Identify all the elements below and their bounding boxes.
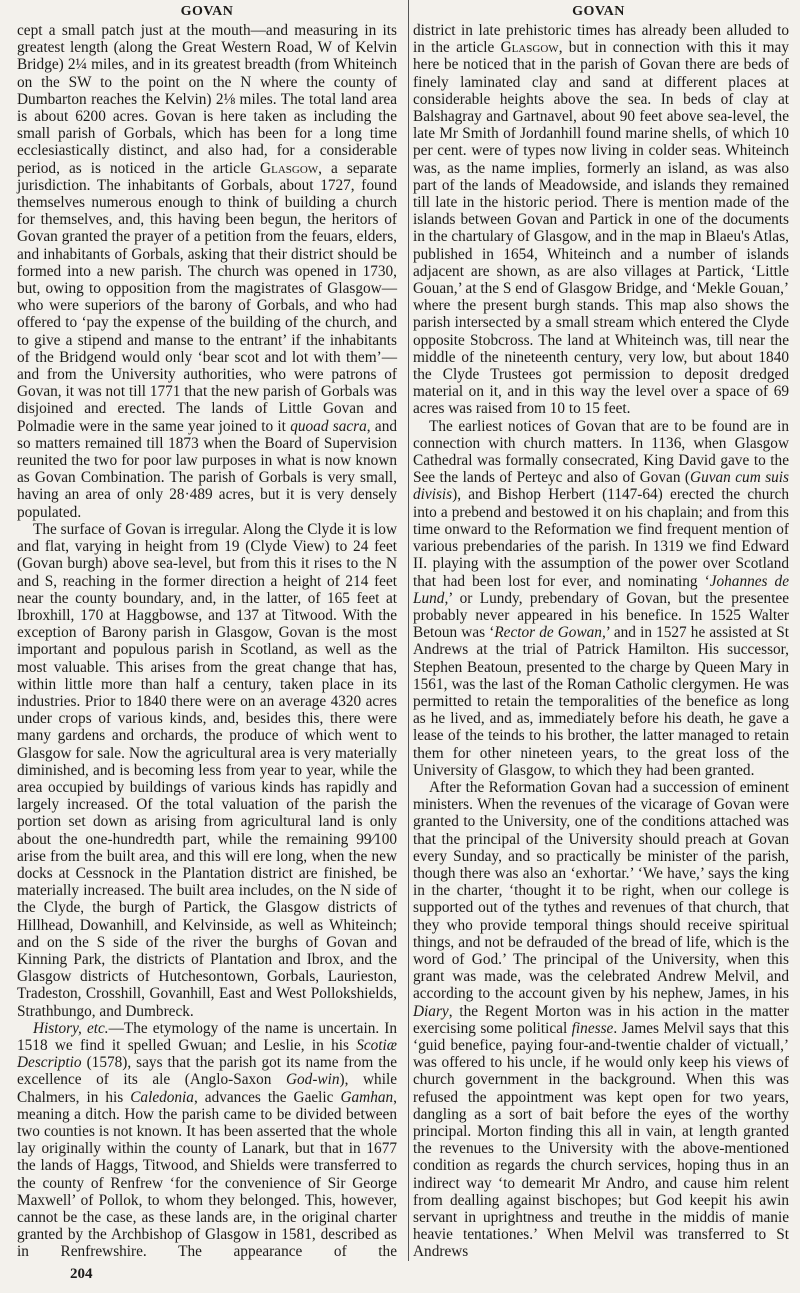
text-run: arise from the built area, and this will ere long, when the new docks at Cessnock in the Plantation district are finished, be materially increased. The built area includes, on the N side of the Clyde, the burgh of Partick, the Glasgow districts of Hillhead, Dowanhill, and Kelvinside, as well as Whiteinch; and on the S side of the river the burghs of Govan and Kinning Park, the districts of Plantation and Ibrox, and the Glasgow districts of Hutchesontown, Gorbals, Laurieston, Tradeston, Crosshill, Govanhill, East and West Pollokshields, Strathbungo, and Dumbreck.	[17, 847, 397, 1020]
italic-text: History, etc.	[33, 1019, 109, 1037]
italic-text: Johannes de Lund,	[413, 572, 789, 607]
fraction-den: ⁄ 100	[371, 831, 397, 848]
paragraph	[413, 22, 789, 418]
fraction-num: 99	[356, 830, 372, 848]
paragraph	[17, 22, 397, 521]
small-caps-text: Glasgow	[500, 39, 559, 57]
text-run: , but in connection with this it may here be noticed that in the parish of Govan there are beds of finely laminated clay and sand at different places at considerable heights above the sea. In beds of clay at Balshagray and Gartnavel, about 90 feet above sea-level, the late Mr Smith of Jordanhill found marine shells, of which 10 per cent. were of types now living in colder seas. Whiteinch was, as the name implies, formerly an island, as was also part of the lands of Meadowside, and islands they remained till late in the historic period. There is mention made of the islands between Govan and Partick in one of the documents in the chartulary of Glasgow, and in the map in Blaeu's Atlas, published in 1654, Whiteinch and a number of islands adjacent are shown, as are also villages at Partick, ‘Little Gouan,’ at the S end of Glasgow Bridge, and ‘Mekle Gouan,’ where the present burgh stands. This map also shows the parish intersected by a small stream which entered the Clyde opposite Stobcross. The land at Whiteinch was, till near the middle of the nineteenth century, very low, but about 1840 the Clyde Trustees got permission to deposit dredged material on it, and in this way the level over a space of 69 acres was raised from 10 to 15 feet.	[413, 39, 789, 418]
paragraph	[413, 779, 789, 1261]
text-run: cept a small patch just at the mouth—and measuring in its greatest length (along the Great Western Road, W of Kelvin Bridge) 2¼ miles, and in its greatest breadth (from Whiteinch on the SW to the point on the N where the county of Dumbarton reaches the Kelvin) 2⅛ miles. The total land area is about 6200 acres. Govan is here taken as including the small parish of Gorbals, which has been for a long time ecclesiastically distinct, and also had, for a considerable period, as is noticed in the article	[17, 22, 397, 177]
right-column-text	[409, 22, 789, 1261]
text-run: The earliest notices of Govan that are to be found are in connection with church matters. In 1136, when Glasgow Cathedral was formally consecrated, King David gave to the See the lands of Perteyc and also of Govan (	[413, 417, 789, 487]
text-run: , meaning a ditch. How the parish came to be divided between two counties is not known. It has been asserted that the whole lay originally within the county of Lanark, but that in 1677 the lands of Haggs, Titwood, and Shields were transferred to the county of Renfrew ‘for the convenience of Sir George Maxwell’ of Pollok, to whom they belonged. This, however, cannot be the case, as these lands are, in the original charter granted by the Archbishop of Glasgow in 1581, described as in Renfrewshire. The appearance of the	[17, 1088, 397, 1261]
italic-text: Guvan cum suis divisis	[413, 469, 789, 504]
text-run: district in late prehistoric times has already been alluded to in the article	[413, 22, 789, 57]
paragraph	[413, 418, 789, 779]
italic-text: Caledonia	[130, 1088, 194, 1106]
left-column	[17, 0, 397, 1283]
italic-text: Scotiæ Descriptio	[17, 1036, 397, 1072]
page-number: 204	[70, 1265, 93, 1282]
italic-text: Gamhan	[340, 1088, 394, 1106]
left-column-text	[17, 22, 397, 1261]
text-run: , a separate jurisdiction. The inhabitants of Gorbals, about 1727, found themselves numerous enough to think of building a church for themselves, and, this having been begun, the heritors of Govan granted the prayer of a petition from the feuars, elders, and inhabitants of Gorbals, asking that their district should be formed into a new parish. The church was opened in 1730, but, owing to opposition from the magistrates of Glasgow—who were superiors of the barony of Gorbals, and who had offered to ‘pay the expense of the building of the church, and to give a stipend and manse to the entrant’ if the inhabitants of the Bridgend would only ‘bear scot and lot with them’—and from the University authorities, who were patrons of Govan, it was not till 1771 that the new parish of Gorbals was disjoined and erected. The lands of Little Govan and Polmadie were in the same year joined to it	[17, 159, 397, 435]
text-run: (1578), says that the parish got its name from the excellence of its ale (Anglo-Saxon	[17, 1054, 397, 1089]
fraction	[356, 831, 397, 848]
running-header-right: GOVAN	[572, 4, 625, 19]
text-run: ’ and in 1527 he assisted at St Andrews at the trial of Patrick Hamilton. His successor, Stephen Beatoun, presented to the charge by Queen Mary in 1561, was the last of the Roman Catholic clergymen. He was permitted to retain the temporalities of the benefice as long as he lived, and as, immediately before his death, he gave a lease of the teinds to his brother, the latter managed to retain them for other nineteen years, to the great loss of the University of Glasgow, to which they had been granted.	[413, 624, 789, 779]
italic-text: God-win	[285, 1071, 340, 1089]
paragraph	[17, 521, 397, 1020]
text-run: After the Reformation Govan had a succession of eminent ministers. When the revenues of the vicarage of Govan were granted to the University, one of the conditions attached was that the principal of the University should preach at Govan every Sunday, and so practically be minister of the parish, though there was also an ‘exhortar.’ ‘We have,’ says the king in the charter, ‘thought it to be right, when our college is supported out of the tythes and revenues of that church, that they who provide temporal things should receive spiritual things, and not be defrauded of the bread of life, which is the word of God.’ The principal of the University, when this grant was made, was the celebrated Andrew Melvil, and according to the account given by his nephew, James, in his	[413, 778, 789, 1003]
text-run: ’ or Lundy, prebendary of Govan, but the presentee probably never appeared in his benefice. In 1525 Walter Betoun was ‘	[413, 589, 789, 642]
italic-text: quoad sacra	[290, 417, 367, 435]
small-caps-text: Glasgow	[260, 159, 319, 177]
italic-text: Diary	[413, 1002, 449, 1020]
text-run: . James Melvil says that this ‘guid benefice, paying four-and-twentie chalder of victuall,’ was offered to his uncle, if he would only keep his views of church government in the background. When this was refused the appointment was kept open for two years, dangling as a sort of bait before the eyes of the worthy principal. Morton finding this all in vain, at length granted the revenues to the University with the above-mentioned condition as regards the church services, hoping thus in an indirect way ‘to demearit Mr Andro, and cause him relent from dealling against bischopes; but God keepit his awin servant in uprightness and treuthe in the middis of manie heavie tentationes.’ When Melvil was transferred to St Andrews	[413, 1019, 789, 1261]
text-run: , the Regent Morton was in his action in the matter exercising some political	[413, 1002, 789, 1037]
italic-text: Rector de Gowan,	[494, 624, 606, 642]
running-header-left: GOVAN	[180, 4, 234, 19]
text-run: ), while Chalmers, in his	[17, 1071, 397, 1106]
paragraph	[17, 1020, 397, 1261]
italic-text: finesse	[571, 1019, 614, 1037]
right-column	[408, 0, 789, 1261]
text-run: —The etymology of the name is uncertain. In 1518 we find it spelled Gwuan; and Leslie, in his	[17, 1019, 397, 1054]
text-run: The surface of Govan is irregular. Along the Clyde it is low and flat, varying in height from 19 (Clyde View) to 24 feet (Govan burgh) above sea-level, but from this it rises to the N and S, reaching in the former direction a height of 214 feet near the county boundary, and, in the latter, of 165 feet at Ibroxhill, 170 at Haggbowse, and 137 at Titwood. With the exception of Barony parish in Glasgow, Govan is the most important and populous parish in Scotland, as well as the most valuable. This arises from the great change that has, within little more than half a century, taken place in its industries. Prior to 1840 there were on an average 4320 acres under crops of various kinds, and, besides this, there were many gardens and orchards, the produce of which went to Glasgow for sale. Now the agricultural area is very materially diminished, and is becoming less from year to year, while the area occupied by buildings of various kinds has rapidly and largely increased. Of the total valuation of the parish the portion set down as arising from agricultural land is only about the one-hundredth part, while the remaining	[17, 520, 397, 848]
text-run: ), and Bishop Herbert (1147-64) erected the church into a prebend and bestowed it on his chaplain; and from this time onward to the Reformation we find frequent mention of various prebendaries of the parish. In 1319 we find Edward II. playing with the assumption of the power over Scotland that had been lost for ever, and nominating ‘	[413, 486, 789, 590]
text-run: , advances the Gaelic	[193, 1088, 341, 1106]
text-run: , and so matters remained till 1873 when the Board of Supervision reunited the two for poor law purposes in what is now known as Govan Combination. The parish of Gorbals is very small, having an area of only 28·489 acres, but it is very densely populated.	[17, 417, 397, 521]
